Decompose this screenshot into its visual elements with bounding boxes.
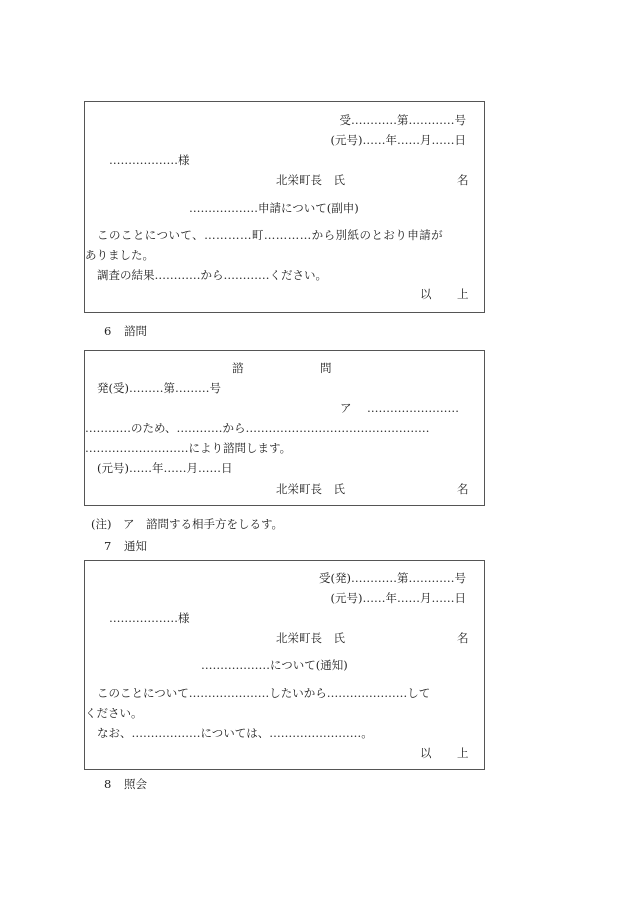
body-text: ありました。 — [85, 248, 154, 262]
body-text: このことについて、…………町…………から別紙のとおり申請が — [97, 228, 444, 242]
body-text: なお、………………については、……………………。 — [97, 726, 373, 740]
sender: 北栄町長 氏 — [276, 482, 345, 496]
notice-form-box — [84, 560, 485, 770]
form-title: 問 — [320, 361, 332, 375]
body-text: …………のため、…………から………………………………………… — [85, 421, 430, 435]
sender-name-label: 名 — [457, 631, 469, 645]
dispatch-number: 発(受)………第………号 — [97, 381, 221, 395]
addressee-marker: ア — [340, 401, 352, 415]
subject-line: ………………申請について(副申) — [189, 201, 359, 215]
document-date: (元号)……年……月……日 — [330, 591, 466, 605]
reception-number: 受(発)…………第…………号 — [319, 571, 466, 585]
body-text: ………………………により諮問します。 — [85, 441, 292, 455]
section-title: 照会 — [124, 777, 147, 791]
addressee-dots: …………………… — [367, 401, 459, 415]
body-text: ください。 — [85, 706, 143, 720]
note-text: (注) ア 諮問する相手方をしるす。 — [91, 517, 284, 531]
section-title: 諮問 — [124, 324, 147, 338]
addressee: ………………様 — [109, 611, 190, 625]
section-title: 通知 — [124, 539, 147, 553]
addressee: ………………様 — [109, 153, 190, 167]
sender: 北栄町長 氏 — [276, 173, 345, 187]
document-date: (元号)……年……月……日 — [97, 461, 233, 475]
sender-name-label: 名 — [457, 482, 469, 496]
section-number: 7 — [104, 539, 112, 553]
body-text: このことについて…………………したいから…………………して — [97, 686, 431, 700]
application-form-box — [84, 101, 485, 313]
closing-char: 上 — [457, 746, 469, 760]
closing-char: 以 — [420, 746, 432, 760]
document-date: (元号)……年……月……日 — [330, 133, 466, 147]
form-title: 諮 — [232, 361, 244, 375]
sender-name-label: 名 — [457, 173, 469, 187]
section-number: 6 — [104, 324, 112, 338]
closing-char: 以 — [420, 287, 432, 301]
sender: 北栄町長 氏 — [276, 631, 345, 645]
body-text: 調査の結果…………から…………ください。 — [97, 268, 327, 282]
section-number: 8 — [104, 777, 112, 791]
subject-line: ………………について(通知) — [201, 658, 348, 672]
reception-number: 受…………第…………号 — [339, 113, 466, 127]
closing-char: 上 — [457, 287, 469, 301]
consult-form-box — [84, 350, 485, 506]
